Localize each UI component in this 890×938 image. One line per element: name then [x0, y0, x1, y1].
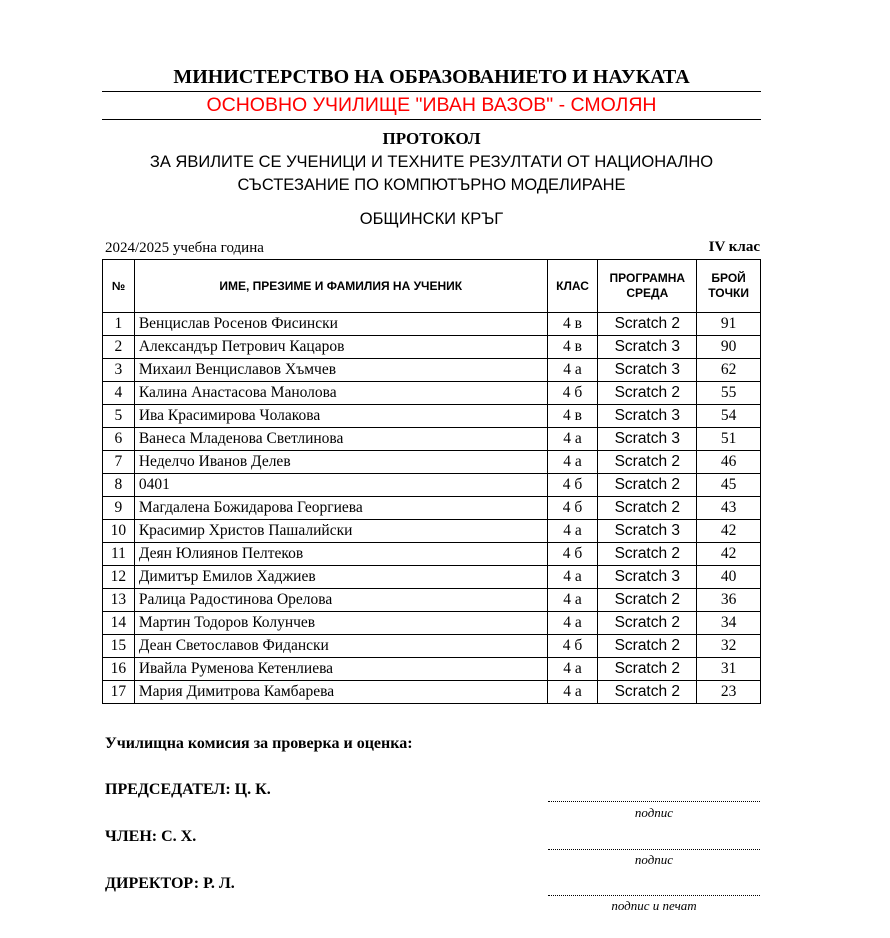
table-row [103, 566, 761, 589]
header-env-line1: ПРОГРАМНА [609, 271, 686, 285]
cell-class: 4 б [547, 543, 598, 566]
cell-environment: Scratch 2 [598, 451, 697, 474]
cell-class: 4 а [547, 428, 598, 451]
cell-environment: Scratch 2 [598, 543, 697, 566]
cell-environment: Scratch 2 [598, 382, 697, 405]
cell-class: 4 б [547, 497, 598, 520]
cell-name: Мартин Тодоров Колунчев [134, 612, 547, 635]
cell-points: 46 [697, 451, 761, 474]
cell-points: 31 [697, 658, 761, 681]
cell-num: 16 [103, 658, 135, 681]
header-points-line2: ТОЧКИ [708, 286, 749, 300]
cell-num: 13 [103, 589, 135, 612]
cell-points: 34 [697, 612, 761, 635]
cell-num: 12 [103, 566, 135, 589]
table-row [103, 520, 761, 543]
cell-points: 42 [697, 543, 761, 566]
header-environment [598, 260, 697, 313]
cell-points: 43 [697, 497, 761, 520]
cell-num: 7 [103, 451, 135, 474]
cell-environment: Scratch 3 [598, 566, 697, 589]
cell-num: 17 [103, 681, 135, 704]
cell-class: 4 а [547, 520, 598, 543]
cell-points: 54 [697, 405, 761, 428]
table-row [103, 336, 761, 359]
commission-heading: Училищна комисия за проверка и оценка: [105, 735, 413, 752]
cell-class: 4 а [547, 359, 598, 382]
cell-points: 91 [697, 313, 761, 336]
cell-class: 4 а [547, 681, 598, 704]
table-row [103, 405, 761, 428]
cell-num: 2 [103, 336, 135, 359]
cell-environment: Scratch 2 [598, 313, 697, 336]
cell-environment: Scratch 2 [598, 589, 697, 612]
cell-name: Димитър Емилов Хаджиев [134, 566, 547, 589]
director-label: ДИРЕКТОР: Р. Л. [105, 875, 235, 892]
cell-name: Ванеса Младенова Светлинова [134, 428, 547, 451]
cell-class: 4 б [547, 382, 598, 405]
cell-name: Ралица Радостинова Орелова [134, 589, 547, 612]
table-row [103, 658, 761, 681]
grade-label: IV клас [708, 239, 760, 255]
header-env-line2: СРЕДА [626, 286, 669, 300]
table-row [103, 635, 761, 658]
cell-points: 45 [697, 474, 761, 497]
table-row [103, 451, 761, 474]
cell-num: 11 [103, 543, 135, 566]
cell-num: 5 [103, 405, 135, 428]
cell-num: 15 [103, 635, 135, 658]
cell-points: 40 [697, 566, 761, 589]
cell-environment: Scratch 2 [598, 474, 697, 497]
cell-points: 62 [697, 359, 761, 382]
table-row [103, 543, 761, 566]
cell-name: Красимир Христов Пашалийски [134, 520, 547, 543]
protocol-title: ПРОТОКОЛ [382, 129, 481, 148]
cell-class: 4 в [547, 405, 598, 428]
director-signature-line [548, 895, 760, 896]
cell-class: 4 а [547, 566, 598, 589]
cell-class: 4 а [547, 658, 598, 681]
cell-environment: Scratch 3 [598, 428, 697, 451]
cell-environment: Scratch 2 [598, 635, 697, 658]
cell-environment: Scratch 2 [598, 681, 697, 704]
cell-class: 4 в [547, 313, 598, 336]
round-label: ОБЩИНСКИ КРЪГ [359, 210, 504, 228]
cell-points: 42 [697, 520, 761, 543]
cell-environment: Scratch 3 [598, 336, 697, 359]
cell-num: 10 [103, 520, 135, 543]
protocol-subtitle [102, 151, 761, 197]
cell-name: 0401 [134, 474, 547, 497]
cell-class: 4 а [547, 589, 598, 612]
table-row [103, 589, 761, 612]
cell-class: 4 а [547, 451, 598, 474]
director-signature-caption: подпис и печат [611, 898, 697, 913]
cell-name: Неделчо Иванов Делев [134, 451, 547, 474]
cell-points: 23 [697, 681, 761, 704]
cell-num: 1 [103, 313, 135, 336]
cell-points: 90 [697, 336, 761, 359]
header-points-line1: БРОЙ [711, 271, 746, 285]
table-row [103, 313, 761, 336]
cell-num: 6 [103, 428, 135, 451]
cell-num: 9 [103, 497, 135, 520]
cell-environment: Scratch 2 [598, 658, 697, 681]
cell-points: 36 [697, 589, 761, 612]
header-num: № [103, 260, 135, 313]
cell-environment: Scratch 3 [598, 359, 697, 382]
member-signature-line [548, 849, 760, 850]
subtitle-line-2: СЪСТЕЗАНИЕ ПО КОМПЮТЪРНО МОДЕЛИРАНЕ [237, 176, 626, 194]
cell-class: 4 в [547, 336, 598, 359]
cell-name: Мария Димитрова Камбарева [134, 681, 547, 704]
cell-num: 4 [103, 382, 135, 405]
chair-signature-line [548, 801, 760, 802]
ministry-title: МИНИСТЕРСТВО НА ОБРАЗОВАНИЕТО И НАУКАТА [173, 66, 690, 88]
table-row [103, 612, 761, 635]
chair-signature-caption: подпис [634, 805, 674, 820]
cell-class: 4 б [547, 635, 598, 658]
member-signature-caption: подпис [634, 852, 674, 867]
cell-environment: Scratch 2 [598, 497, 697, 520]
cell-environment: Scratch 3 [598, 405, 697, 428]
cell-name: Михаил Венциславов Хъмчев [134, 359, 547, 382]
cell-points: 32 [697, 635, 761, 658]
table-row [103, 382, 761, 405]
school-name: ОСНОВНО УЧИЛИЩЕ "ИВАН ВАЗОВ" - СМОЛЯН [206, 94, 657, 116]
table-row [103, 497, 761, 520]
cell-name: Деан Светославов Фидански [134, 635, 547, 658]
school-year: 2024/2025 учебна година [105, 240, 264, 256]
table-header-row [103, 260, 761, 313]
cell-name: Александър Петрович Кацаров [134, 336, 547, 359]
cell-class: 4 б [547, 474, 598, 497]
cell-environment: Scratch 2 [598, 612, 697, 635]
chair-label: ПРЕДСЕДАТЕЛ: Ц. К. [105, 781, 271, 798]
header-class: КЛАС [547, 260, 598, 313]
cell-name: Венцислав Росенов Фисински [134, 313, 547, 336]
cell-name: Ива Красимирова Чолакова [134, 405, 547, 428]
cell-name: Ивайла Руменова Кетенлиева [134, 658, 547, 681]
table-row [103, 428, 761, 451]
cell-num: 8 [103, 474, 135, 497]
table-row [103, 474, 761, 497]
header-name: ИМЕ, ПРЕЗИМЕ И ФАМИЛИЯ НА УЧЕНИК [134, 260, 547, 313]
cell-points: 55 [697, 382, 761, 405]
member-label: ЧЛЕН: С. Х. [105, 828, 197, 845]
results-table [102, 259, 761, 704]
cell-name: Магдалена Божидарова Георгиева [134, 497, 547, 520]
cell-num: 14 [103, 612, 135, 635]
subtitle-line-1: ЗА ЯВИЛИТЕ СЕ УЧЕНИЦИ И ТЕХНИТЕ РЕЗУЛТАТИ ОТ НАЦИОНАЛНО [149, 153, 714, 171]
cell-num: 3 [103, 359, 135, 382]
cell-name: Деян Юлиянов Пелтеков [134, 543, 547, 566]
cell-name: Калина Анастасова Манолова [134, 382, 547, 405]
cell-points: 51 [697, 428, 761, 451]
table-row [103, 359, 761, 382]
table-row [103, 681, 761, 704]
cell-class: 4 а [547, 612, 598, 635]
divider-bottom [102, 119, 761, 120]
header-points [697, 260, 761, 313]
cell-environment: Scratch 3 [598, 520, 697, 543]
